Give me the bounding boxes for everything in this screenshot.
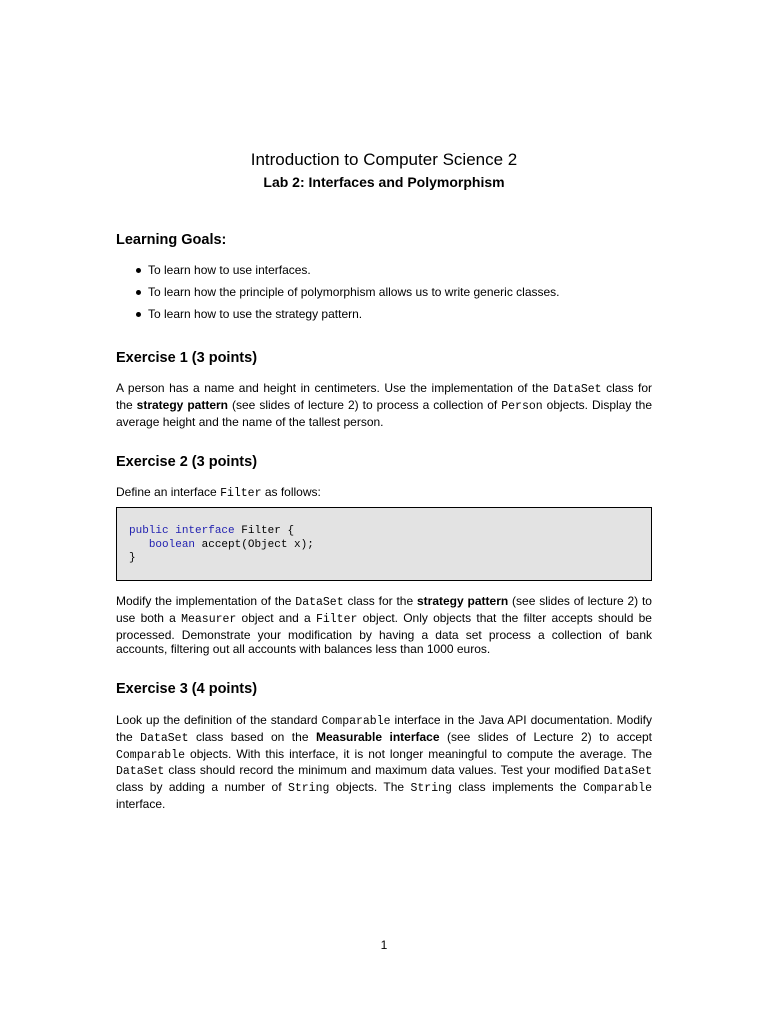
list-item: To learn how to use the strategy pattern. (116, 306, 652, 322)
code-listing: public interface Filter { boolean accept(Object x); } (129, 525, 314, 564)
exercise-1-text: A person has a name and height in centimeters. Use the implementation of the DataSet class for the strategy pattern (see slides of lecture 2) to process a collection of Person objects. Display the average height and the name of the tallest person. (116, 381, 653, 429)
list-item: To learn how to use interfaces. (116, 262, 652, 278)
exercise-2-heading: Exercise 2 (3 points) (116, 454, 258, 470)
document-subtitle: Lab 2: Interfaces and Polymorphism (263, 174, 505, 190)
learning-goals-list (116, 262, 652, 328)
document-title: Introduction to Computer Science 2 (250, 150, 518, 169)
exercise-1-heading: Exercise 1 (3 points) (116, 350, 258, 366)
page-number: 1 (380, 938, 388, 952)
exercise-3-text: Look up the definition of the standard Comparable interface in the Java API documentation. Modify the DataSet class based on the Measurable interface (see slides of Lecture 2) to accept Comparable objects. With this interface, it is not longer meaningful to compute the average. The DataSet class should record the minimum and maximum data values. Test your modified DataSet class by adding a number of String objects. The String class implements the Comparable interface. (116, 713, 653, 811)
list-item: To learn how the principle of polymorphism allows us to write generic classes. (116, 284, 652, 300)
exercise-2-intro: Define an interface Filter as follows: (116, 485, 321, 500)
learning-goals-heading: Learning Goals: (116, 232, 227, 248)
exercise-2-text: Modify the implementation of the DataSet class for the strategy pattern (see slides of lecture 2) to use both a Measurer object and a Filter object. Only objects that the filter accepts should be processed. Demonstrate your modification by having a data set process a collection of bank accounts, filtering out all accounts with balances less than 1000 euros. (116, 594, 652, 657)
code-block (116, 507, 652, 581)
exercise-3-heading: Exercise 3 (4 points) (116, 681, 258, 697)
